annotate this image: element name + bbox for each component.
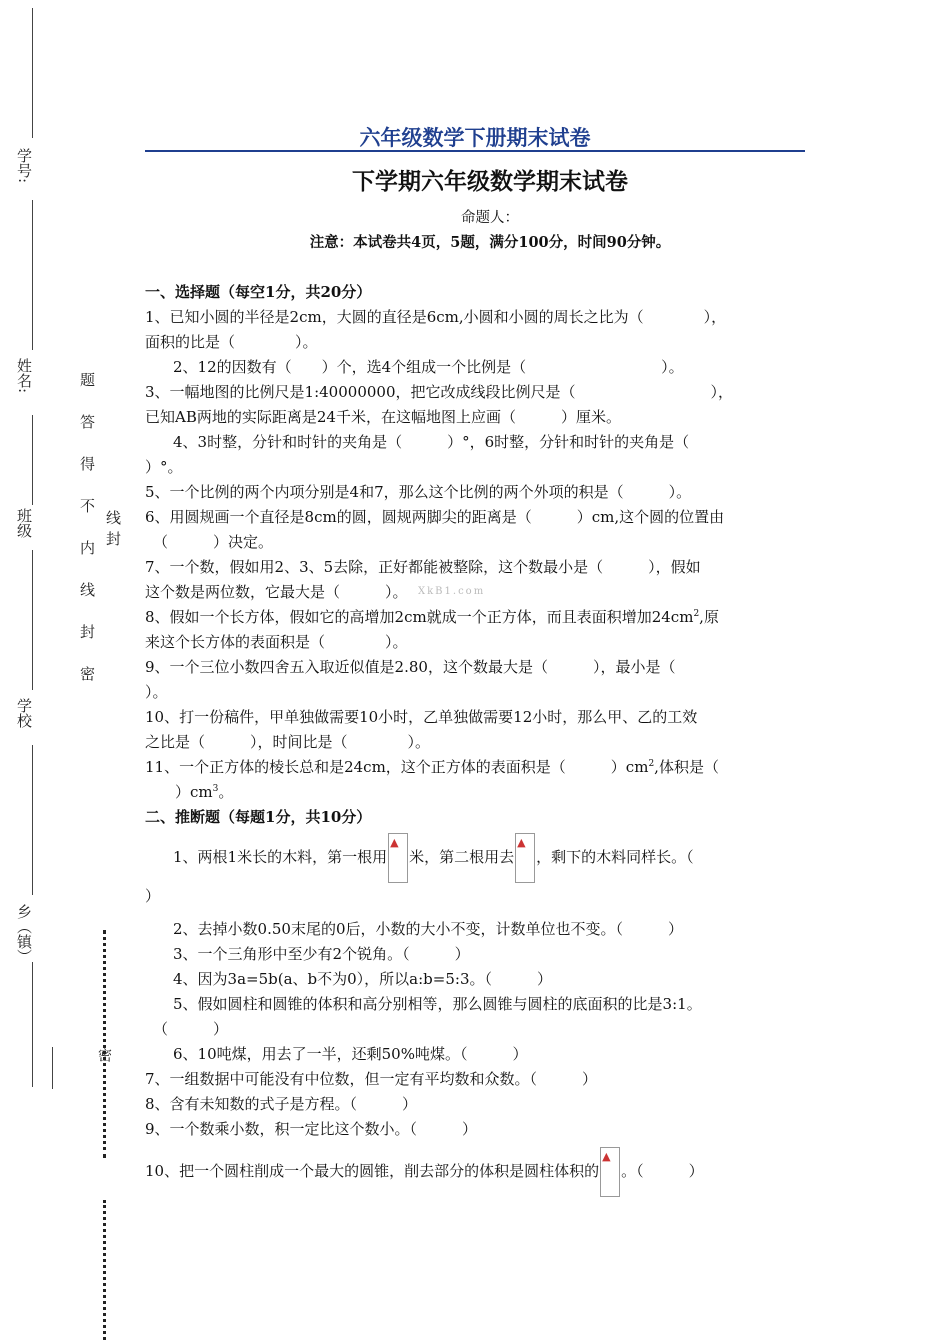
fraction-image-icon: ▲	[600, 1147, 620, 1197]
seal-line-text: 题答得不内线封密	[78, 372, 96, 708]
s2-q1-tail: ，剩下的木料同样长。（	[536, 848, 694, 866]
margin-line-7	[52, 1047, 53, 1089]
seal-line-text-2: 线封	[104, 510, 122, 552]
s2-question-10	[145, 1146, 815, 1196]
s1-q11-sup1: 2	[648, 759, 655, 769]
s1-question-1-cont	[145, 330, 815, 355]
header-rule	[145, 150, 805, 152]
s2-q10-text: 10、把一个圆柱削成一个最大的圆锥，削去部分的体积是圆柱体积的	[145, 1162, 600, 1180]
margin-line-6	[32, 962, 33, 1087]
s2-q1-text: 1、两根1米长的木料，第一根用	[173, 848, 388, 866]
s2-question-1	[145, 832, 815, 882]
s1-question-3-cont	[145, 405, 815, 430]
s1-question-4-cont	[145, 455, 815, 480]
author-line: 命题人：	[461, 210, 519, 226]
s1-question-10-cont	[145, 730, 815, 755]
fraction-image-icon: ▲	[515, 833, 535, 883]
s1-q7-line1: 7、一个数，假如用2、3、5去除，正好都能被整除，这个数最小是（ ），假如	[145, 558, 701, 576]
document-title: 六年级数学下册期末试卷	[359, 125, 591, 150]
s2-q10-tail: 。（ ）	[621, 1162, 704, 1180]
s2-question-7: 7、一组数据中可能没有中位数，但一定有平均数和众数。（ ）	[145, 1070, 598, 1088]
s2-question-5-cont	[145, 1017, 815, 1042]
s1-q11-mid: ,体积是（	[654, 758, 719, 776]
section1-title: 一、选择题（每空1分，共20分）	[145, 283, 372, 301]
s2-question-1-cont	[145, 884, 815, 909]
s1-question-1	[145, 305, 815, 330]
s2-question-4: 4、因为3a=5b(a、b不为0），所以a:b=5:3。（ ）	[173, 970, 552, 988]
watermark: XkB1.com	[418, 586, 486, 597]
s1-question-2: 2、12的因数有（ ）个，选4个组成一个比例是（ ）。	[173, 358, 684, 376]
class-label: 班级	[15, 508, 33, 538]
s1-question-10	[145, 705, 815, 730]
margin-line-3	[32, 415, 33, 505]
margin-line-1	[32, 8, 33, 138]
fraction-image-icon: ▲	[388, 833, 408, 883]
s2-question-3: 3、一个三角形中至少有2个锐角。（ ）	[173, 945, 470, 963]
s2-q1-line2: ）	[145, 887, 161, 905]
s1-q8-tail: ,原	[699, 608, 719, 626]
s1-q11-end: 。	[218, 783, 234, 801]
s1-question-6-cont	[145, 530, 815, 555]
s1-q4-line1: 4、3时整，分针和时针的夹角是（ ）°，6时整，分针和时针的夹角是（	[173, 433, 690, 451]
exam-note: 注意：本试卷共4页，5题，满分100分，时间90分钟。	[309, 234, 671, 251]
school-label: 学校	[15, 698, 33, 728]
s1-q7-line2: 这个数是两位数，它最大是（ ）。	[145, 583, 408, 601]
s2-q1-mid: 米，第二根用去	[409, 848, 515, 866]
s2-question-6: 6、10吨煤，用去了一半，还剩50%吨煤。（ ）	[173, 1045, 528, 1063]
seal-dotted-line-upper	[103, 930, 106, 1158]
margin-line-2	[32, 200, 33, 350]
s1-question-3	[145, 380, 815, 405]
s1-question-9	[145, 655, 815, 680]
s1-q9-line2: ）。	[145, 683, 168, 701]
s1-q11-unit: ）cm	[175, 783, 213, 801]
section2-title: 二、推断题（每题1分，共10分）	[145, 808, 372, 826]
s1-question-8-cont	[145, 630, 815, 655]
s1-q10-line1: 10、打一份稿件，甲单独做需要10小时，乙单独做需要12小时，那么甲、乙的工效	[145, 708, 698, 726]
s1-q3-line2: 已知AB两地的实际距离是24千米，在这幅地图上应画（ ）厘米。	[145, 408, 621, 426]
s1-question-5: 5、一个比例的两个内项分别是4和7，那么这个比例的两个外项的积是（ ）。	[145, 483, 692, 501]
s1-question-9-cont	[145, 680, 815, 705]
s1-q6-line1: 6、用圆规画一个直径是8cm的圆，圆规两脚尖的距离是（ ）cm,这个圆的位置由	[145, 508, 725, 526]
s2-q5-line2: （ ）	[153, 1020, 229, 1038]
s1-q4-line2: ）°。	[145, 458, 183, 476]
exam-content	[145, 280, 815, 1196]
s1-question-8	[145, 605, 815, 630]
s1-q1-line2: 面积的比是（ ）。	[145, 333, 318, 351]
s1-q8-line2: 来这个长方体的表面积是（ ）。	[145, 633, 408, 651]
s2-question-8: 8、含有未知数的式子是方程。（ ）	[145, 1095, 418, 1113]
township-label: 乡（镇）	[15, 904, 33, 964]
s1-q6-line2: （ ）决定。	[153, 533, 274, 551]
s1-q8-sup: 2	[693, 609, 700, 619]
margin-line-4	[32, 550, 33, 690]
s1-question-4	[145, 430, 815, 455]
s1-question-11	[145, 755, 815, 780]
s1-q9-line1: 9、一个三位小数四舍五入取近似值是2.80，这个数最大是（ ），最小是（	[145, 658, 676, 676]
name-label: 姓名:	[15, 358, 33, 394]
s1-question-7-cont	[145, 580, 815, 605]
exam-title: 下学期六年级数学期末试卷	[352, 168, 628, 195]
s1-q10-line2: 之比是（ ），时间比是（ ）。	[145, 733, 431, 751]
s2-question-2: 2、去掉小数0.50末尾的0后，小数的大小不变，计数单位也不变。（ ）	[173, 920, 683, 938]
s1-question-11-cont	[145, 780, 815, 805]
s1-question-6	[145, 505, 815, 530]
seal-dotted-line-lower	[103, 1200, 106, 1340]
s1-q8-text: 8、假如一个长方体，假如它的高增加2cm就成一个正方体，而且表面积增加24cm	[145, 608, 694, 626]
s2-question-5	[145, 992, 815, 1017]
s2-q5-line1: 5、假如圆柱和圆锥的体积和高分别相等，那么圆锥与圆柱的底面积的比是3:1。	[173, 995, 702, 1013]
s1-question-7	[145, 555, 815, 580]
student-id-label: 学号:	[15, 148, 33, 184]
s1-q1-line1: 1、已知小圆的半径是2cm，大圆的直径是6cm,小圆和小圆的周长之比为（ ），	[145, 308, 727, 326]
s1-q11-text: 11、一个正方体的棱长总和是24cm，这个正方体的表面积是（ ）cm	[145, 758, 649, 776]
s1-q11-sup2: 3	[212, 784, 219, 794]
margin-line-5	[32, 745, 33, 895]
s2-question-9: 9、一个数乘小数，积一定比这个数小。（ ）	[145, 1120, 478, 1138]
seal-mi-text: 密	[96, 1048, 112, 1062]
s1-q3-line1: 3、一幅地图的比例尺是1:40000000，把它改成线段比例尺是（ ），	[145, 383, 733, 401]
